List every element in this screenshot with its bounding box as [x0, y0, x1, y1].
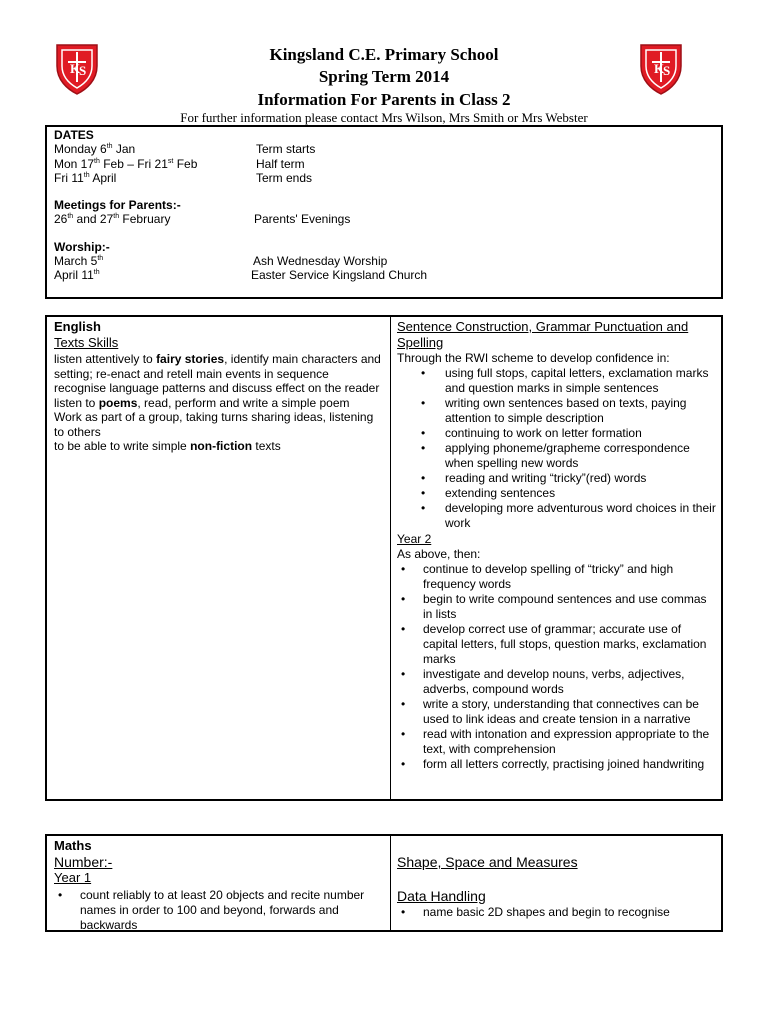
year1-number-list — [54, 888, 384, 933]
event-easter-service: Easter Service Kingsland Church — [251, 268, 428, 282]
skill-non-fiction: to be able to write simple non-fiction texts — [54, 439, 281, 453]
list-item: • continue to develop spelling of “tricky” and high frequency words — [397, 562, 719, 592]
list-item: • form all letters correctly, practising joined handwriting — [397, 757, 719, 772]
contact-line: For further information please contact Mrs Wilson, Mrs Smith or Mrs Webster — [180, 110, 588, 125]
dates-heading: DATES — [54, 128, 94, 142]
year1-heading: Year 1 — [54, 870, 92, 885]
worship-heading: Worship:- — [54, 240, 110, 254]
list-item: • investigate and develop nouns, verbs, adjectives, adverbs, compound words — [397, 667, 719, 697]
texts-skills-heading: Texts Skills — [54, 335, 119, 350]
english-table — [45, 315, 723, 801]
texts-skills-list — [54, 352, 384, 454]
skill-fairy-stories: listen attentively to fairy stories, identify main characters and setting; re-enact and retell main events in sequence — [54, 352, 381, 381]
rwi-skills-list — [397, 366, 719, 531]
maths-right-cell — [397, 838, 719, 920]
info-title: Information For Parents in Class 2 — [257, 90, 511, 109]
data-handling-list — [397, 905, 719, 920]
date-term-starts: Monday 6th Jan — [54, 142, 136, 156]
rwi-intro: Through the RWI scheme to develop confidence in: — [397, 351, 670, 365]
list-item: • write a story, understanding that connectives can be used to link ideas and create tension in a narrative — [397, 697, 719, 727]
svg-text:K: K — [654, 61, 665, 76]
english-right-cell — [397, 319, 719, 772]
number-heading: Number:- — [54, 854, 113, 870]
school-name: Kingsland C.E. Primary School — [269, 45, 499, 64]
list-item: • read with intonation and expression appropriate to the text, with comprehension — [397, 727, 719, 757]
date-half-term: Mon 17th Feb – Fri 21st Feb — [54, 157, 198, 171]
column-divider — [390, 317, 391, 799]
event-parents-evenings: Parents' Evenings — [254, 212, 351, 226]
list-item: • count reliably to at least 20 objects and recite number names in order to 100 and beyond, forwards and backwards — [54, 888, 384, 933]
list-item: • name basic 2D shapes and begin to recognise — [397, 905, 719, 920]
skill-group-work: Work as part of a group, taking turns sharing ideas, listening to others — [54, 410, 374, 439]
maths-left-cell — [54, 838, 384, 933]
svg-text:S: S — [663, 63, 671, 78]
event-half-term: Half term — [256, 157, 305, 171]
year2-skills-list — [397, 562, 719, 772]
list-item: • extending sentences — [397, 486, 719, 501]
maths-table — [45, 834, 723, 932]
shape-space-measures-heading: Shape, Space and Measures — [397, 854, 578, 870]
event-term-starts: Term starts — [256, 142, 316, 156]
list-item: • reading and writing “tricky”(red) words — [397, 471, 719, 486]
dates-box — [45, 125, 723, 299]
maths-heading: Maths — [54, 838, 92, 853]
year2-intro: As above, then: — [397, 547, 481, 561]
skill-language-patterns: recognise language patterns and discuss effect on the reader — [54, 381, 380, 395]
date-ash-wednesday: March 5th — [54, 254, 104, 268]
year2-heading: Year 2 — [397, 532, 432, 546]
list-item: • using full stops, capital letters, exclamation marks and question marks in simple sentences — [397, 366, 719, 396]
list-item: • begin to write compound sentences and use commas in lists — [397, 592, 719, 622]
english-heading: English — [54, 319, 101, 334]
english-left-cell — [54, 319, 384, 454]
svg-text:K: K — [70, 61, 81, 76]
date-term-ends: Fri 11th April — [54, 171, 117, 185]
sentence-construction-heading: Sentence Construction, Grammar Punctuation and Spelling — [397, 319, 689, 350]
meetings-heading: Meetings for Parents:- — [54, 198, 181, 212]
term-title: Spring Term 2014 — [318, 67, 450, 86]
list-item: • continuing to work on letter formation — [397, 426, 719, 441]
svg-text:S: S — [79, 63, 87, 78]
list-item: • writing own sentences based on texts, paying attention to simple description — [397, 396, 719, 426]
list-item: • develop correct use of grammar; accurate use of capital letters, full stops, question marks, exclamation marks — [397, 622, 719, 667]
event-term-ends: Term ends — [256, 171, 313, 185]
date-parents-evenings: 26th and 27th February — [54, 212, 171, 226]
column-divider — [390, 836, 391, 930]
event-ash-wednesday: Ash Wednesday Worship — [253, 254, 388, 268]
data-handling-heading: Data Handling — [397, 888, 486, 904]
list-item: • applying phoneme/grapheme correspondence when spelling new words — [397, 441, 719, 471]
skill-poems: listen to poems, read, perform and write a simple poem — [54, 395, 350, 410]
date-easter-service: April 11th — [54, 268, 100, 282]
list-item: • developing more adventurous word choices in their work — [397, 501, 719, 531]
